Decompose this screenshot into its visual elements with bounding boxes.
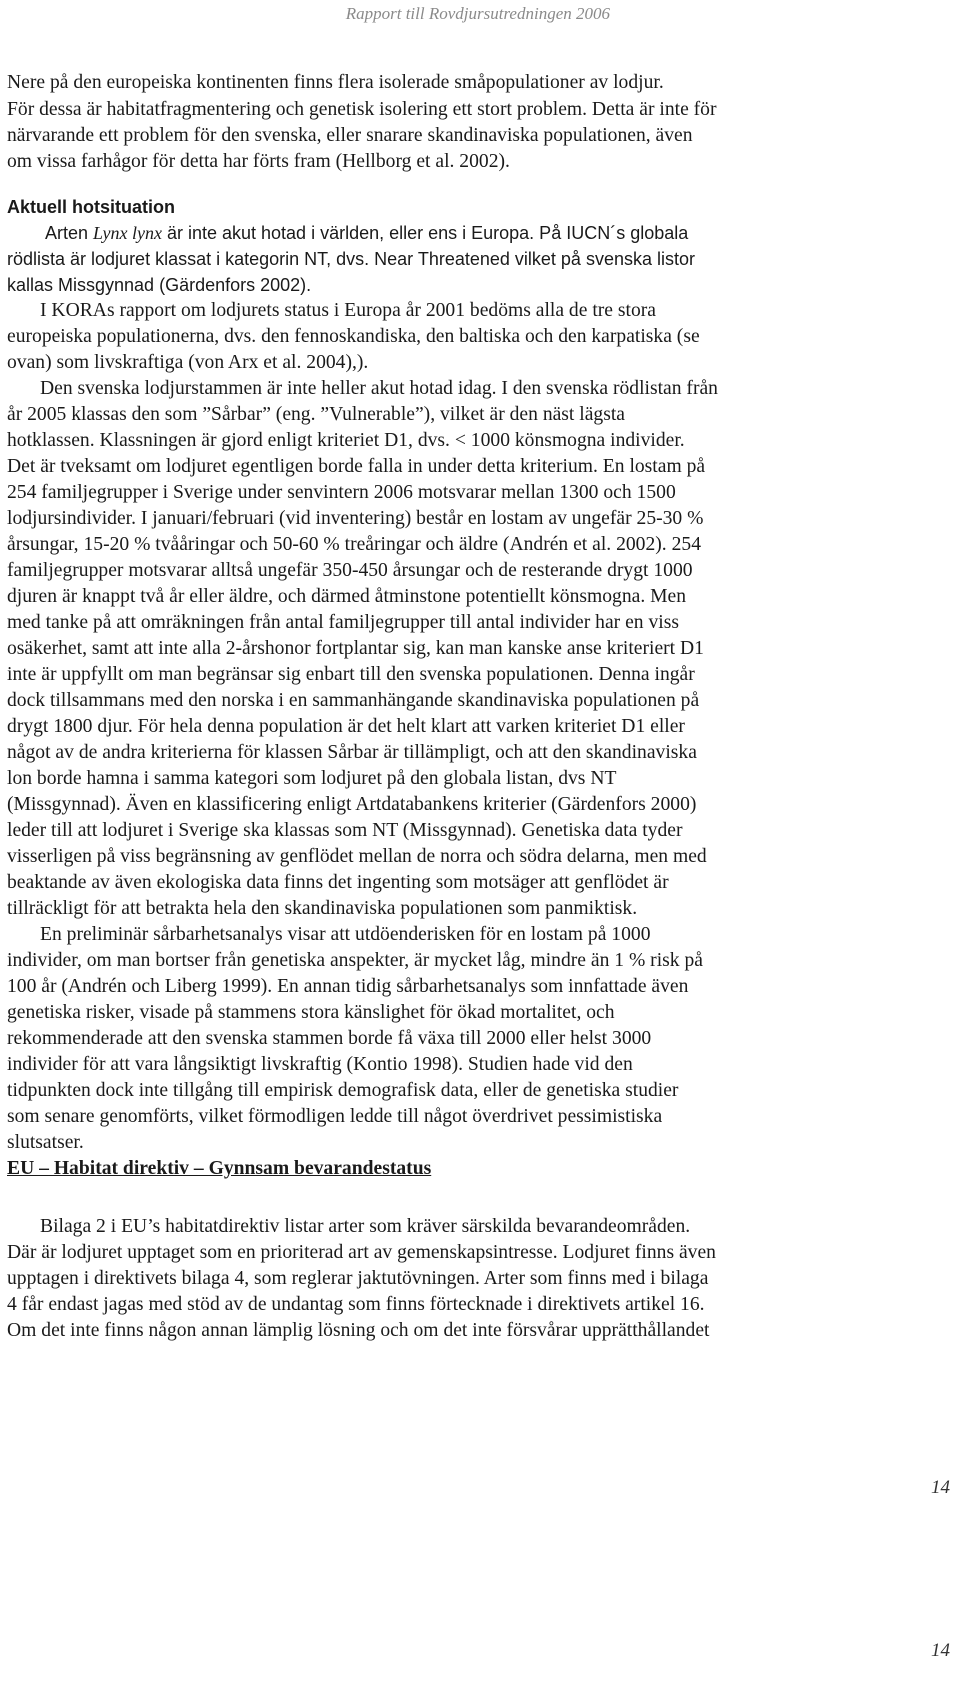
text-line: Nere på den europeiska kontinenten finns flera isolerade småpopulationer av lodjur. — [7, 72, 664, 93]
text-line: I KORAs rapport om lodjurets status i Europa år 2001 bedöms alla de tre stora — [40, 300, 656, 321]
page-number: 14 — [931, 1477, 950, 1498]
text-line: lodjursindivider. I januari/februari (vid inventering) består en lostam av ungefär 25-30 % — [7, 508, 704, 529]
section-heading: Aktuell hotsituation — [7, 197, 175, 217]
text-line: tillräckligt för att betrakta hela den skandinaviska populationen som panmiktisk. — [7, 898, 638, 919]
text-line: leder till att lodjuret i Sverige ska klassas som NT (Missgynnad). Genetiska data tyder — [7, 820, 683, 841]
text-line: Där är lodjuret upptaget som en prioriterad art av gemenskapsintresse. Lodjuret finns även — [7, 1242, 716, 1263]
text-line: hotklassen. Klassningen är gjord enligt kriteriet D1, dvs. < 1000 könsmogna individer. — [7, 430, 685, 451]
text-line: om vissa farhågor för detta har förts fram (Hellborg et al. 2002). — [7, 151, 510, 172]
text-line: visserligen på viss begränsning av genflödet mellan de norra och södra delarna, men med — [7, 846, 707, 867]
text-line: slutsatser. — [7, 1132, 84, 1153]
text-line: rekommenderade att den svenska stammen borde få växa till 2000 eller helst 3000 — [7, 1028, 652, 1049]
text-line: 4 får endast jagas med stöd av de undantag som finns förtecknade i direktivets artikel 16. — [7, 1294, 705, 1315]
text-line: Den svenska lodjurstammen är inte heller akut hotad idag. I den svenska rödlistan från — [40, 378, 718, 399]
text-line: genetiska risker, visade på stammens stora känslighet för ökad mortalitet, och — [7, 1002, 615, 1023]
text-line: närvarande ett problem för den svenska, eller snarare skandinaviska populationen, även — [7, 125, 693, 146]
text-line: dock tillsammans med den norska i en sammanhängande skandinaviska populationen på — [7, 690, 700, 711]
text-line: (Missgynnad). Även en klassificering enligt Artdatabankens kriterier (Gärdenfors 2000) — [7, 794, 697, 815]
text-line: individer för att vara långsiktigt livskraftig (Kontio 1998). Studien hade vid den — [7, 1054, 633, 1075]
text-line: Om det inte finns någon annan lämplig lösning och om det inte försvårar upprätthållandet — [7, 1320, 710, 1341]
text-line: individer, om man bortser från genetiska anspekter, är mycket låg, mindre än 1 % risk på — [7, 950, 703, 971]
text-line: osäkerhet, samt att inte alla 2-årshonor fortplantar sig, kan man kanske anse kriteriert D1 — [7, 638, 704, 659]
text-line: med tanke på att omräkningen från antal familjegrupper till antal individer har en viss — [7, 612, 679, 633]
text-line: Det är tveksamt om lodjuret egentligen borde falla in under detta kriterium. En lostam på — [7, 456, 706, 477]
text-line: 100 år (Andrén och Liberg 1999). En annan tidig sårbarhetsanalys som innfattade även — [7, 976, 689, 997]
text-line: något av de andra kriterierna för klassen Sårbar är tillämpligt, och att den skandinaviska — [7, 742, 697, 763]
text-line: kallas Missgynnad (Gärdenfors 2002). — [7, 275, 312, 295]
text-line: upptagen i direktivets bilaga 4, som reglerar jaktutövningen. Arter som finns med i bilaga — [7, 1268, 709, 1289]
text-line: europeiska populationerna, dvs. den fennoskandiska, den baltiska och den karpatiska (se — [7, 326, 700, 347]
text-line: Bilaga 2 i EU’s habitatdirektiv listar arter som kräver särskilda bevarandeområden. — [40, 1216, 691, 1237]
text-line: 254 familjegrupper i Sverige under senvintern 2006 motsvarar mellan 1300 och 1500 — [7, 482, 676, 503]
text-line: årsungar, 15-20 % tvååringar och 50-60 % treåringar och äldre (Andrén et al. 2002). 254 — [7, 534, 701, 555]
text-line: En preliminär sårbarhetsanalys visar att utdöenderisken för en lostam på 1000 — [40, 924, 651, 945]
text-line: år 2005 klassas den som ”Sårbar” (eng. ”Vulnerable”), vilket är den näst lägsta — [7, 404, 625, 425]
text-line: För dessa är habitatfragmentering och genetisk isolering ett stort problem. Detta är inte för — [7, 99, 717, 120]
text-line: lon borde hamna i samma kategori som lodjuret på den globala listan, dvs NT — [7, 768, 617, 789]
text-line: djuren är knappt två år eller äldre, och därmed åtminstone potentiellt könsmogna. Men — [7, 586, 687, 607]
text-line: tidpunkten dock inte tillgång till empirisk demografisk data, eller de genetiska studier — [7, 1080, 679, 1101]
text-line: som senare genomförts, vilket förmodligen ledde till något överdrivet pessimistiska — [7, 1106, 663, 1127]
text-line: Arten Lynx lynx är inte akut hotad i världen, eller ens i Europa. På IUCN´s globala — [45, 223, 689, 243]
text-line: familjegrupper motsvarar alltså ungefär 350-450 årsungar och de resterande drygt 1000 — [7, 560, 693, 581]
text-line: ovan) som livskraftiga (von Arx et al. 2004),). — [7, 352, 369, 373]
page-number: 14 — [931, 1640, 950, 1661]
running-header: Rapport till Rovdjursutredningen 2006 — [345, 4, 610, 23]
text-line: rödlista är lodjuret klassat i kategorin NT, dvs. Near Threatened vilket på svenska listor — [7, 249, 695, 269]
text-line: beaktande av även ekologiska data finns det ingenting som motsäger att genflödet är — [7, 872, 669, 893]
text-line: inte är uppfyllt om man begränsar sig enbart till den svenska populationen. Denna ingår — [7, 664, 695, 685]
section-heading: EU – Habitat direktiv – Gynnsam bevarandestatus — [7, 1158, 432, 1179]
text-line: drygt 1800 djur. För hela denna population är det helt klart att varken kriteriet D1 eller — [7, 716, 685, 737]
